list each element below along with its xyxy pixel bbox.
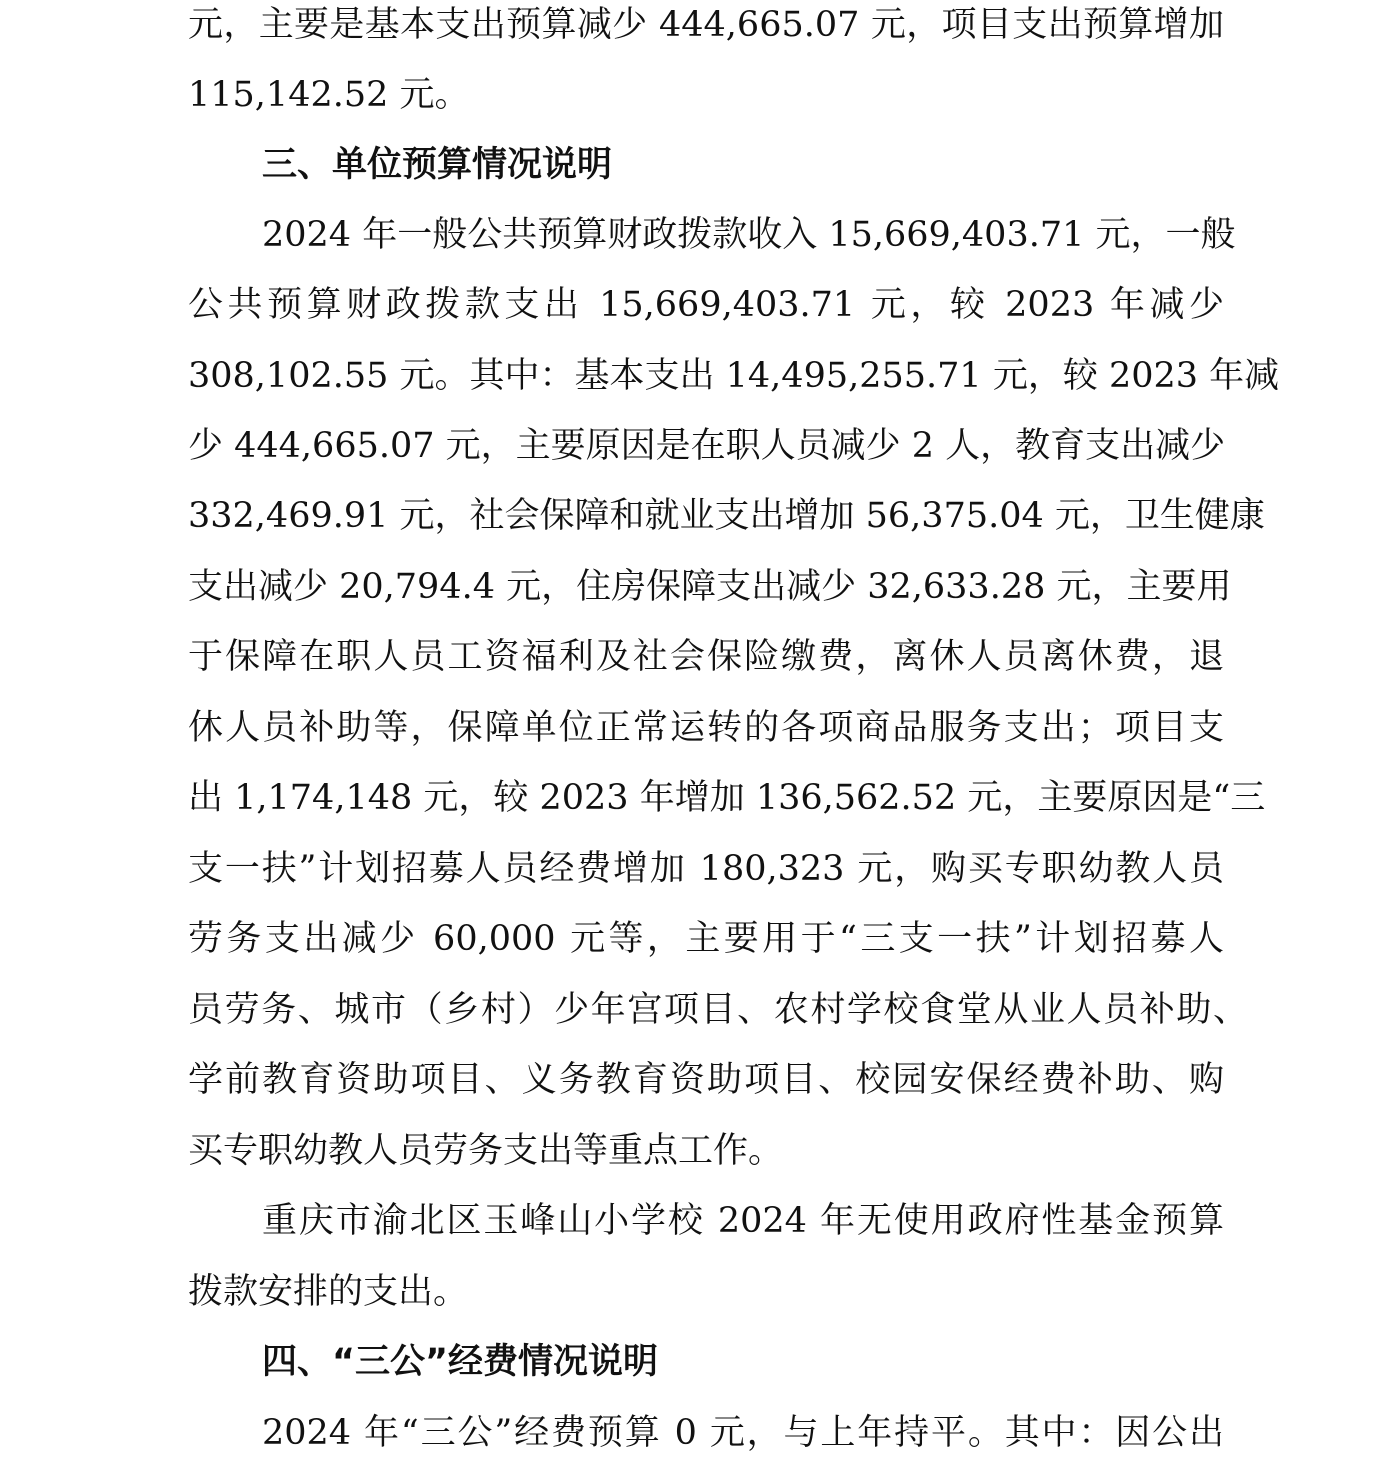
text-line: 重庆市渝北区玉峰山小学校 2024 年无使用政府性基金预算 — [262, 1201, 1224, 1241]
text-line: 出 1,174,148 元，较 2023 年增加 136,562.52 元，主要原因是“三 — [188, 778, 1266, 818]
text-line: 休人员补助等，保障单位正常运转的各项商品服务支出；项目支 — [188, 708, 1224, 748]
text-line: 2024 年“三公”经费预算 0 元，与上年持平。其中：因公出 — [262, 1413, 1224, 1453]
text-line: 公共预算财政拨款支出 15,669,403.71 元，较 2023 年减少 — [188, 285, 1224, 325]
text-line: 332,469.91 元，社会保障和就业支出增加 56,375.04 元，卫生健康 — [188, 496, 1265, 536]
text-line: 劳务支出减少 60,000 元等，主要用于“三支一扶”计划招募人 — [188, 919, 1224, 959]
text-line: 学前教育资助项目、义务教育资助项目、校园安保经费补助、购 — [188, 1060, 1224, 1100]
section-heading: 三、单位预算情况说明 — [262, 145, 613, 185]
text-line: 308,102.55 元。其中：基本支出 14,495,255.71 元，较 2023 年减 — [188, 356, 1280, 396]
text-line: 员劳务、城市（乡村）少年宫项目、农村学校食堂从业人员补助、 — [188, 990, 1248, 1030]
text-line: 元，主要是基本支出预算减少 444,665.07 元，项目支出预算增加 — [188, 5, 1224, 45]
text-line: 少 444,665.07 元，主要原因是在职人员减少 2 人，教育支出减少 — [188, 426, 1226, 466]
text-line: 买专职幼教人员劳务支出等重点工作。 — [188, 1131, 784, 1171]
text-line: 拨款安排的支出。 — [188, 1272, 469, 1312]
text-line: 支一扶”计划招募人员经费增加 180,323 元，购买专职幼教人员 — [188, 849, 1224, 889]
text-line: 于保障在职人员工资福利及社会保险缴费，离休人员离休费，退 — [188, 637, 1224, 677]
text-line: 2024 年一般公共预算财政拨款收入 15,669,403.71 元，一般 — [262, 215, 1236, 255]
text-line: 支出减少 20,794.4 元，住房保障支出减少 32,633.28 元，主要用 — [188, 567, 1232, 607]
section-heading: 四、“三公”经费情况说明 — [262, 1342, 659, 1382]
text-line: 115,142.52 元。 — [188, 75, 470, 115]
